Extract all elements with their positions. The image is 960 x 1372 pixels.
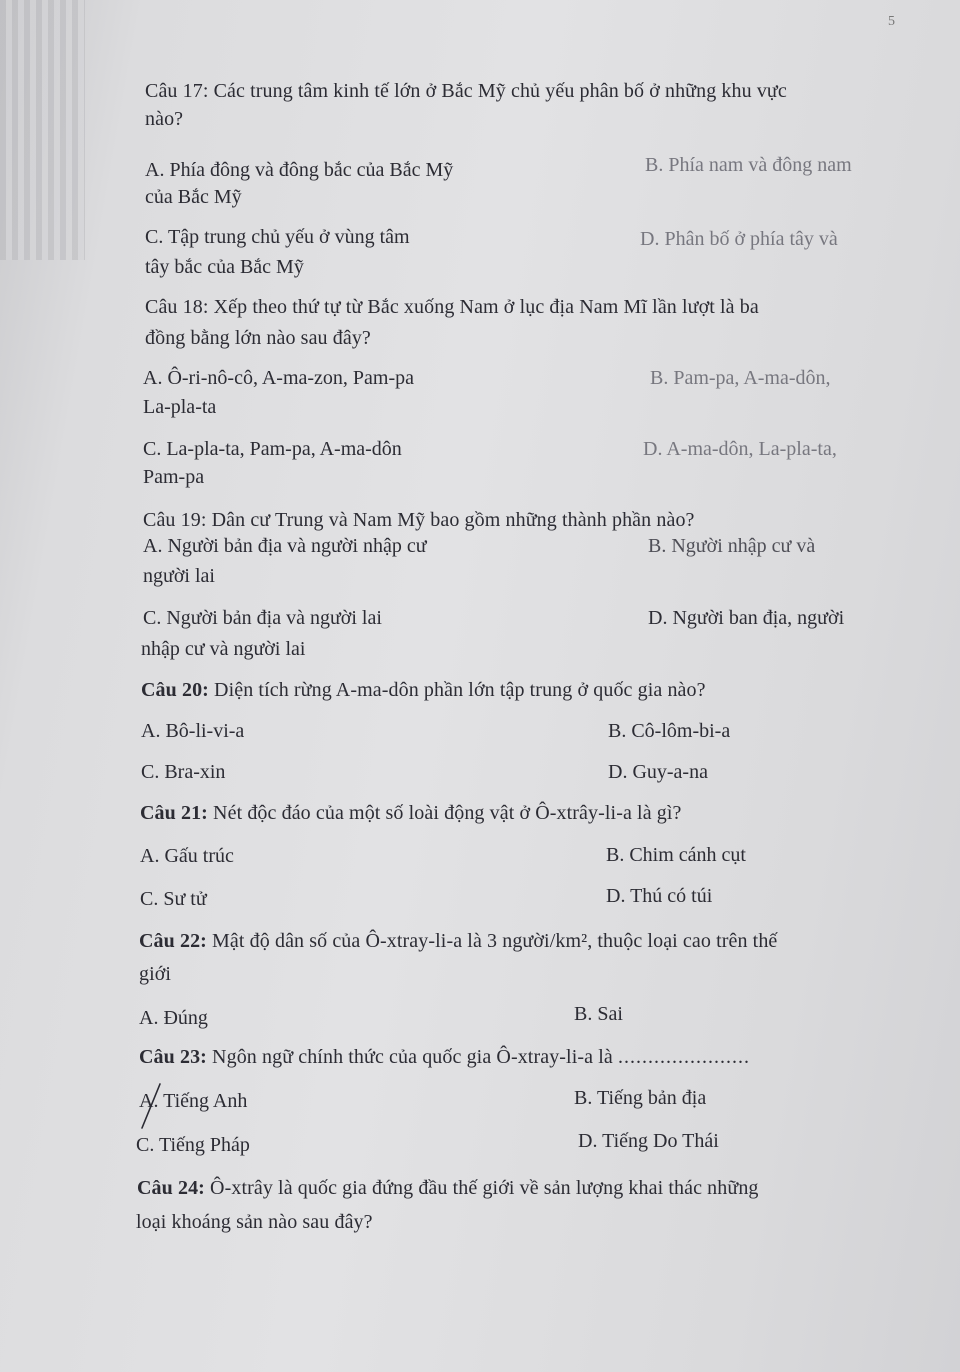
option-21-c: C. Sư tử: [140, 888, 207, 910]
option-17-c: C. Tập trung chủ yếu ở vùng tâm: [145, 226, 410, 248]
question-text: Dân cư Trung và Nam Mỹ bao gồm những thành phần nào?: [211, 509, 695, 531]
question-24: [137, 1173, 897, 1204]
question-17: [145, 76, 885, 107]
page-edge-shadow: [0, 0, 85, 260]
option-17-a: A. Phía đông và đông bắc của Bắc Mỹ: [145, 159, 454, 181]
question-number: Câu 22:: [139, 930, 207, 952]
option-19-c: C. Người bản địa và người lai: [143, 607, 382, 629]
question-21: [140, 798, 880, 829]
question-number: Câu 18:: [145, 296, 209, 318]
option-20-d: D. Guy-a-na: [608, 761, 708, 783]
option-21-d: D. Thú có túi: [606, 885, 713, 907]
question-17-line2: nào?: [145, 108, 184, 130]
option-19-d: D. Người ban địa, người: [648, 607, 845, 629]
option-18-a: A. Ô-ri-nô-cô, A-ma-zon, Pam-pa: [143, 367, 415, 389]
question-number: Câu 19:: [143, 509, 207, 531]
option-17-a-continued: của Bắc Mỹ: [145, 186, 242, 208]
page-number: 5: [888, 14, 895, 29]
question-text: Nét độc đáo của một số loài động vật ở Ô-xtrây-li-a là gì?: [213, 802, 682, 824]
question-number: Câu 24:: [137, 1177, 205, 1199]
question-text: Các trung tâm kinh tế lớn ở Bắc Mỹ chủ yếu phân bố ở những khu vực: [213, 80, 787, 102]
question-23: [139, 1042, 899, 1073]
option-18-c: C. La-pla-ta, Pam-pa, A-ma-dôn: [143, 438, 402, 460]
question-number: Câu 20:: [141, 679, 209, 701]
option-20-c: C. Bra-xin: [141, 761, 226, 783]
option-19-a-continued: người lai: [143, 565, 215, 587]
option-17-b: B. Phía nam và đông nam: [645, 154, 852, 176]
option-19-c-continued: nhập cư và người lai: [141, 638, 306, 660]
question-text: Ô-xtrây là quốc gia đứng đầu thế giới về sản lượng khai thác những: [210, 1177, 759, 1199]
option-18-d: D. A-ma-dôn, La-pla-ta,: [643, 438, 837, 460]
option-22-a: A. Đúng: [139, 1007, 208, 1029]
option-23-c: C. Tiếng Pháp: [136, 1134, 250, 1156]
answer-blank: ......................: [617, 1046, 750, 1068]
option-18-a-continued: La-pla-ta: [143, 396, 217, 418]
checkmark-icon: [134, 1082, 168, 1130]
option-19-b: B. Người nhập cư và: [648, 535, 816, 557]
question-number: Câu 17:: [145, 80, 209, 102]
option-23-a: A. Tiếng Anh: [139, 1090, 248, 1112]
option-18-b: B. Pam-pa, A-ma-dôn,: [650, 367, 831, 389]
option-20-a: A. Bô-li-vi-a: [141, 720, 245, 742]
option-23-d: D. Tiếng Do Thái: [578, 1130, 719, 1152]
option-17-c-continued: tây bắc của Bắc Mỹ: [145, 256, 304, 278]
option-21-b: B. Chim cánh cụt: [606, 844, 746, 866]
question-text: Diện tích rừng A-ma-dôn phần lớn tập trung ở quốc gia nào?: [214, 679, 706, 701]
question-22: [139, 926, 909, 957]
question-20: [141, 675, 881, 706]
question-number: Câu 23:: [139, 1046, 207, 1068]
option-20-b: B. Cô-lôm-bi-a: [608, 720, 731, 742]
option-17-d: D. Phân bố ở phía tây và: [640, 228, 838, 250]
question-18: [145, 292, 885, 323]
question-22-line2: giới: [139, 963, 172, 985]
question-text: Ngôn ngữ chính thức của quốc gia Ô-xtray-li-a là: [212, 1046, 613, 1068]
option-21-a: A. Gấu trúc: [140, 845, 234, 867]
option-22-b: B. Sai: [574, 1003, 623, 1025]
question-18-line2: đồng bằng lớn nào sau đây?: [145, 327, 371, 349]
question-text: Mật độ dân số của Ô-xtray-li-a là 3 người/km², thuộc loại cao trên thế: [212, 930, 778, 952]
option-23-b: B. Tiếng bản địa: [574, 1087, 707, 1109]
option-18-c-continued: Pam-pa: [143, 466, 205, 488]
question-24-line2: loại khoáng sản nào sau đây?: [136, 1211, 373, 1233]
question-text: Xếp theo thứ tự từ Bắc xuống Nam ở lục địa Nam Mĩ lần lượt là ba: [213, 296, 759, 318]
option-19-a: A. Người bản địa và người nhập cư: [143, 535, 427, 557]
question-number: Câu 21:: [140, 802, 208, 824]
